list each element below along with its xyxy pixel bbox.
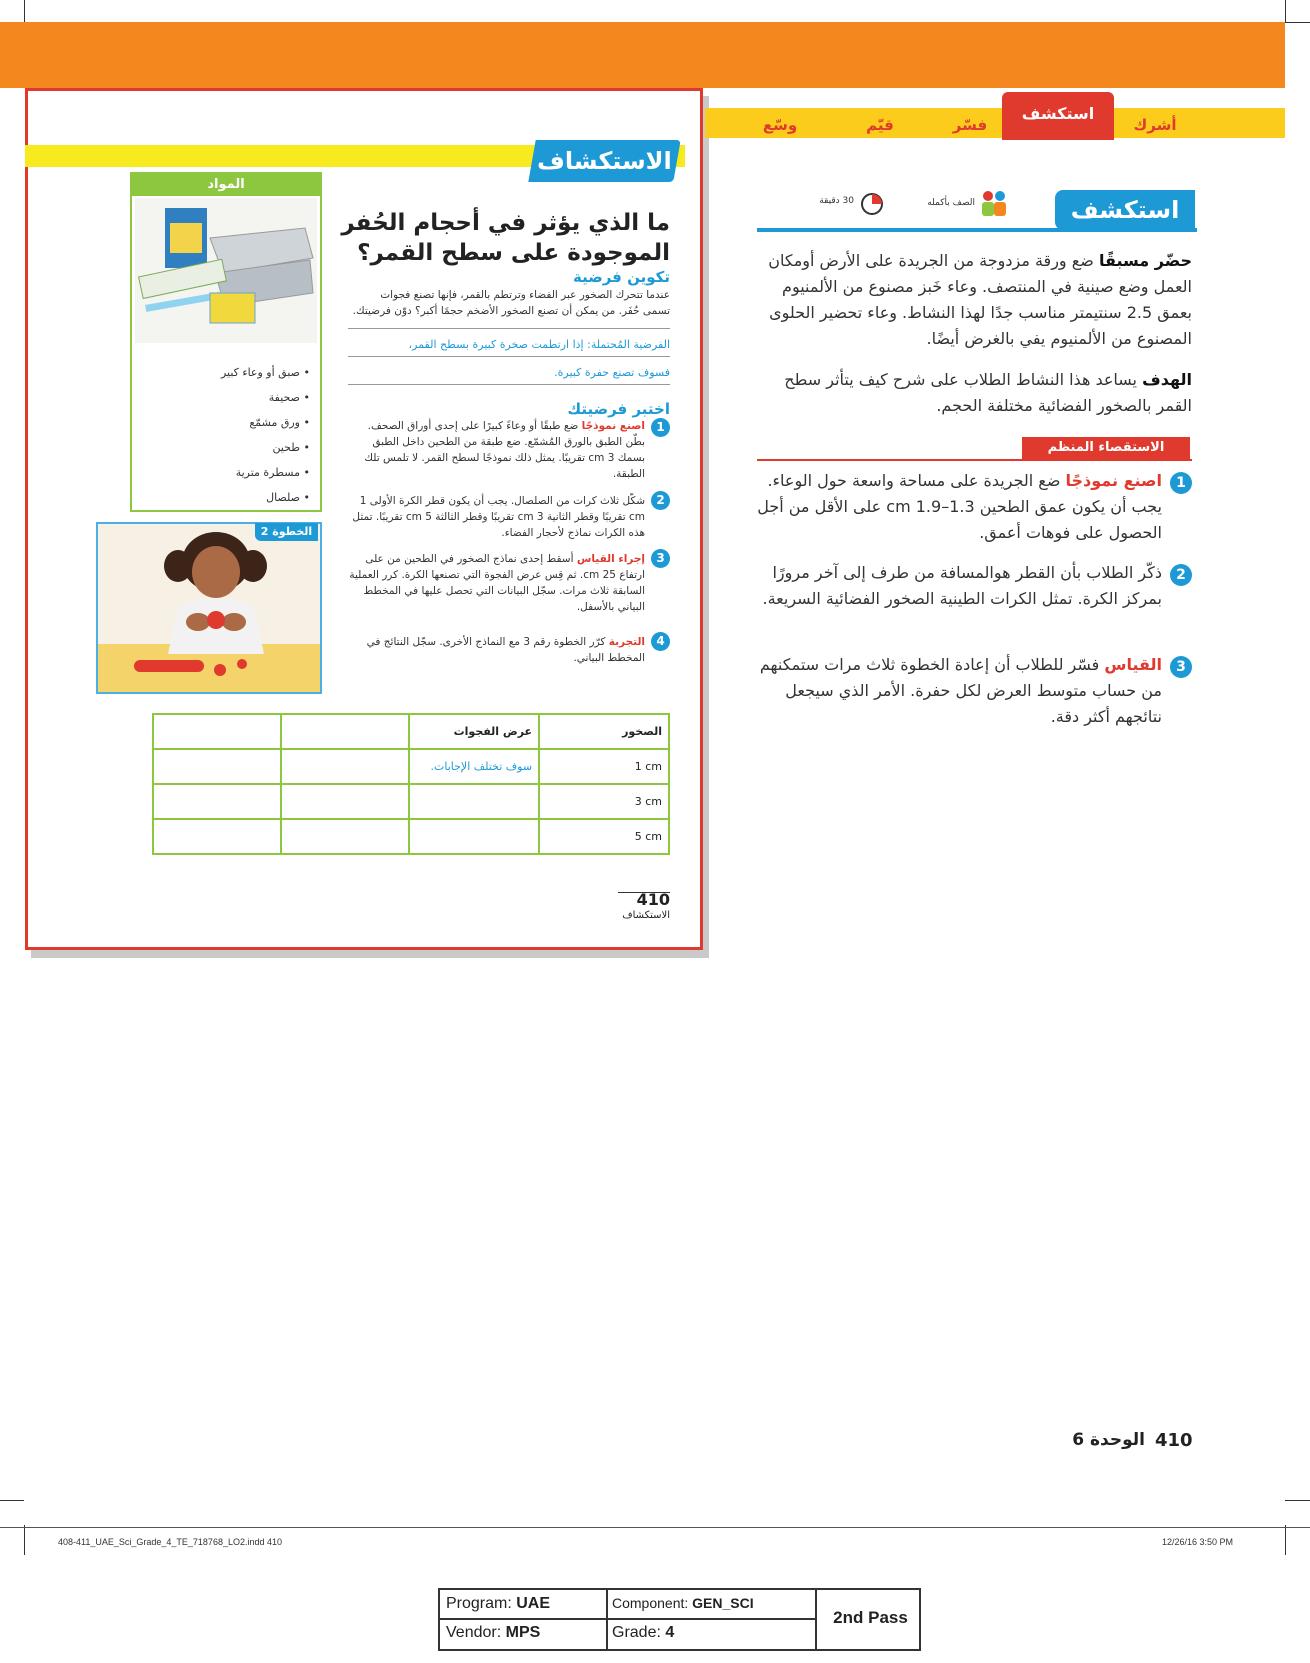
group-label: الصف بأكمله xyxy=(927,198,975,208)
table-cell xyxy=(281,749,409,784)
tab-extend[interactable]: وسّع xyxy=(762,116,798,134)
unit-label: الوحدة 6 xyxy=(1072,1430,1145,1450)
clay-box xyxy=(210,293,255,323)
clock-icon xyxy=(860,192,884,216)
materials-heading: المواد xyxy=(132,174,320,196)
time-label: 30 دقيقة xyxy=(819,196,854,206)
teacher-step-1-num: 1 xyxy=(1170,472,1192,494)
tab-explore[interactable]: استكشف xyxy=(1002,92,1114,140)
teacher-page-number: 410 xyxy=(1155,1430,1193,1451)
test-heading: اختبر فرضيتك xyxy=(567,400,670,418)
teacher-explore-banner: استكشف xyxy=(1055,190,1195,230)
table-cell xyxy=(281,819,409,854)
top-color-band xyxy=(0,22,1285,88)
clay-ball xyxy=(207,611,225,629)
table-cell xyxy=(281,784,409,819)
component-field: Component: GEN_SCI xyxy=(612,1595,754,1611)
teacher-step-2: ذكّر الطلاب بأن القطر هوالمسافة من طرف إلى آخر مرورًا بمركز الكرة. تمثل الكرات الطينية الصخور الفضائية السريعة. xyxy=(762,563,1162,608)
tab-engage[interactable]: أشرك xyxy=(1133,116,1177,134)
table-header-cell: الصخور xyxy=(539,714,669,749)
slug-date: 12/26/16 3:50 PM xyxy=(1162,1537,1234,1547)
student-explore-banner: الاستكشاف xyxy=(528,140,680,182)
teacher-step-2-num: 2 xyxy=(1170,564,1192,586)
program-field: Program: UAE xyxy=(446,1595,551,1612)
table-cell xyxy=(153,819,281,854)
student-step-2: شكّل ثلاث كرات من الصلصال. يجب أن يكون قطر الكرة الأولى 1 cm تقريبًا وقطر الثانية 3 cm تقريبًا وقطر الثالثة 5 cm تقريبًا. تمثل هذه الكرات نماذج لأحجار الفضاء. xyxy=(352,495,645,539)
possible-hypothesis-2: فسوف تصنع حفرة كبيرة. xyxy=(554,366,670,379)
material-item: • صبق أو وعاء كبير xyxy=(220,366,310,379)
materials-photo xyxy=(135,198,317,343)
face xyxy=(192,546,240,598)
material-item: • صحيفة xyxy=(268,391,310,404)
student-step-3: إجراء القياس أسقط إحدى نماذج الصخور في الطحين من على ارتفاع 25 cm. ثم قِس عرض الفجوة التي تصنعها الكرة. كرر العملية السابقة ثلاث مرات. سجّل البيانات التي تحصل عليها في المخطط البياني بالأسفل. xyxy=(349,553,645,613)
group-icon xyxy=(978,189,1010,219)
table-cell: سوف تختلف الإجابات. xyxy=(409,749,539,784)
teacher-step-1: اصنع نموذجًا ضع الجريدة على مساحة واسعة حول الوعاء. يجب أن يكون عمق الطحين 1.3–1.9 cm على الأقل من أجل الحصول على فوهات أعمق. xyxy=(757,471,1162,542)
table-cell xyxy=(409,784,539,819)
student-step-2-num: 2 xyxy=(651,491,670,510)
divider xyxy=(348,384,670,385)
prepare-paragraph: حضّر مسبقًا ضع ورقة مزدوجة من الجريدة على الأرض أومكان العمل وضع صينية في المنتصف. وعاء خَبز مصنوع من الألمنيوم بعمق 2.5 سنتيمتر مناسب جدًا لهذا النشاط. وعاء تحضير الحلوى المصنوع من الألمنيوم يفي بالغرض أيضًا. xyxy=(768,251,1192,348)
hypothesis-text: عندما تتحرك الصخور عبر الفضاء وترتطم بالقمر، فإنها تصنع فجوات تسمى حُفَر. من يمكن أن تصنع الصخور الأضخم حجمًا أكبر؟ دوّن فرضيتك. xyxy=(352,289,670,317)
material-item: • صلصال xyxy=(266,491,310,504)
slug-rule xyxy=(0,1527,1310,1528)
table-header-cell xyxy=(153,714,281,749)
student-step-1-num: 1 xyxy=(651,418,670,437)
tab-explain[interactable]: فسّر xyxy=(952,116,988,134)
hypothesis-heading: تكوين فرضية xyxy=(573,268,670,286)
goal-paragraph: الهدف يساعد هذا النشاط الطلاب على شرح كيف يتأثر سطح القمر بالصخور الفضائية مختلفة الحجم. xyxy=(784,370,1192,415)
guided-inquiry-bar: الاستقصاء المنظم xyxy=(1022,437,1190,459)
table-header-cell xyxy=(281,714,409,749)
question-title: ما الذي يؤثر في أحجام الحُفر الموجودة على سطح القمر؟ xyxy=(341,210,670,266)
table-row xyxy=(153,784,669,819)
pass-field: 2nd Pass xyxy=(833,1608,908,1627)
teacher-banner-rule xyxy=(757,228,1197,232)
table-cell xyxy=(409,819,539,854)
table-cell: 1 cm xyxy=(539,749,669,784)
clay-roll xyxy=(134,660,204,672)
material-item: • مسطرة مترية xyxy=(235,466,310,479)
student-step-1: اصنع نموذجًا ضع طبقًا أو وعاءً كبيرًا على إحدى أوراق الصحف. بطّن الطبق بالورق المُشمّع. ضع طبقة من الطحين داخل الطبق بسمك 3 cm تقريبًا. يمثل ذلك نموذجًا لسطح القمر. لا تلمس تلك الطبقة. xyxy=(364,420,645,480)
table-cell xyxy=(153,749,281,784)
table-row xyxy=(153,749,669,784)
table-cell: 3 cm xyxy=(539,784,669,819)
tab-evaluate[interactable]: قيّم xyxy=(866,116,894,134)
table-cell: 5 cm xyxy=(539,819,669,854)
teacher-step-3: القياس فسّر للطلاب أن إعادة الخطوة ثلاث مرات ستمكنهم من حساب متوسط العرض لكل حفرة. الأمر الذي سيجعل نتائجهم أكثر دقة. xyxy=(759,655,1162,726)
vendor-field: Vendor: MPS xyxy=(446,1624,541,1641)
divider xyxy=(348,328,670,329)
divider xyxy=(348,356,670,357)
guided-inquiry-rule xyxy=(757,459,1192,461)
student-step-4-num: 4 xyxy=(651,632,670,651)
data-table xyxy=(152,713,670,855)
materials-list xyxy=(140,360,310,510)
table-cell xyxy=(153,784,281,819)
slug-filename: 408-411_UAE_Sci_Grade_4_TE_718768_LO2.indd 410 xyxy=(58,1537,283,1547)
grade-field: Grade: 4 xyxy=(612,1624,675,1641)
table-row xyxy=(153,819,669,854)
material-item: • طحين xyxy=(272,441,310,454)
job-info-table xyxy=(438,1588,921,1651)
student-step-4: التجربة كرّر الخطوة رقم 3 مع النماذج الأخرى. سجّل النتائج في المخطط البياني. xyxy=(366,636,645,664)
teacher-step-3-num: 3 xyxy=(1170,656,1192,678)
table-header-cell: عرض الفجوات xyxy=(409,714,539,749)
possible-hypothesis: الفرضية المُحتملة: إذا ارتطمت صخرة كبيرة بسطح القمر، xyxy=(408,338,670,351)
step2-photo xyxy=(96,522,322,694)
student-page-label: الاستكشاف xyxy=(622,910,670,921)
table-header-row xyxy=(153,714,669,749)
step2-tag: الخطوة 2 xyxy=(255,523,318,541)
student-step-3-num: 3 xyxy=(651,549,670,568)
student-page-number: 410 xyxy=(636,890,670,909)
material-item: • ورق مشمّع xyxy=(249,416,310,429)
